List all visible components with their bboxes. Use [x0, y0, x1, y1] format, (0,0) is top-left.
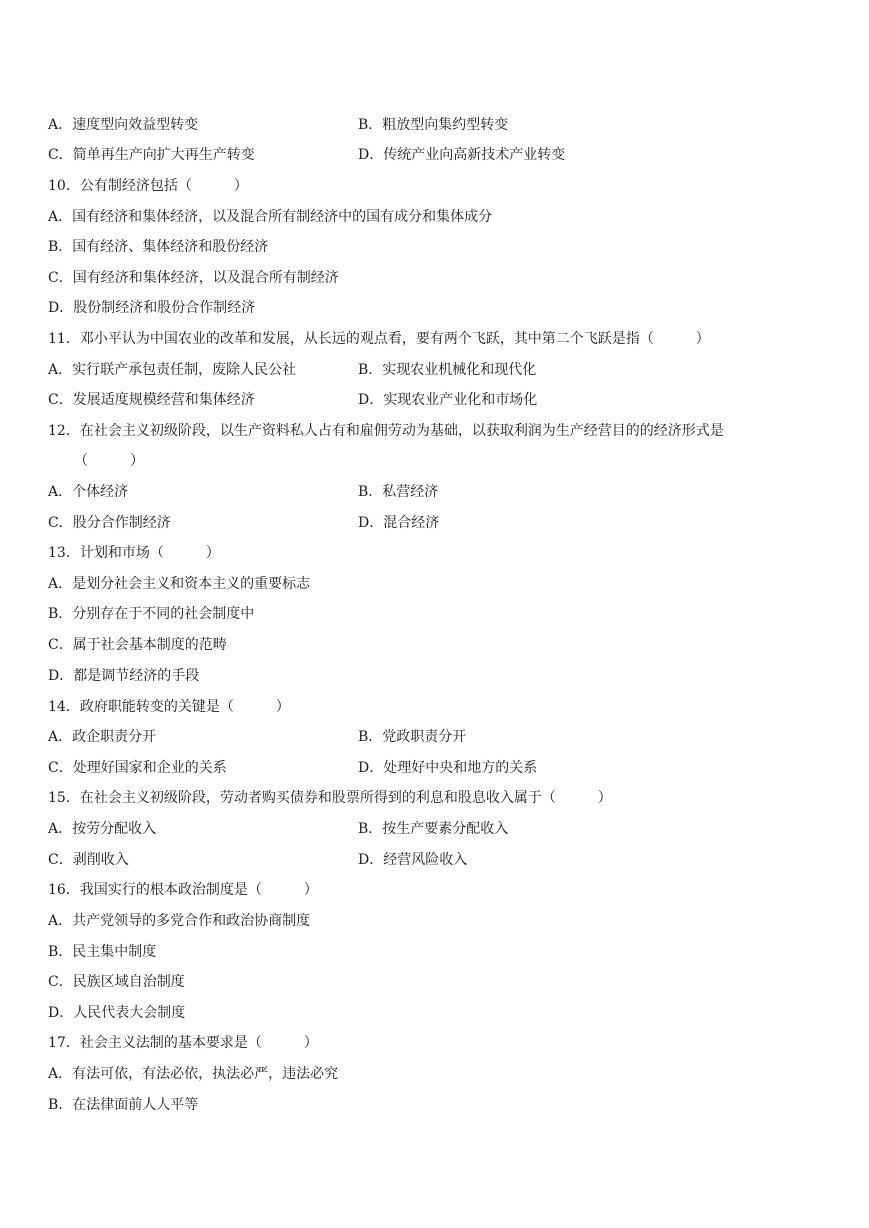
- q11-option-a: A．实行联产承包责任制，废除人民公社: [48, 362, 297, 378]
- q10-option-d: D．股份制经济和股份合作制经济: [48, 300, 256, 316]
- q15-option-b: B．按生产要素分配收入: [358, 821, 509, 837]
- question-13-stem: 13．计划和市场（ ）: [48, 545, 220, 561]
- question-10-stem: 10．公有制经济包括（ ）: [48, 178, 248, 194]
- question-12-options-row-1: [48, 482, 439, 502]
- q15-option-a: A．按劳分配收入: [48, 821, 157, 837]
- question-11-options-row-2: [48, 390, 538, 410]
- q14-option-c: C．处理好国家和企业的关系: [48, 760, 227, 776]
- q13-option-d: D．都是调节经济的手段: [48, 668, 200, 684]
- question-14-options-row-1: [48, 727, 467, 747]
- q13-option-a: A．是划分社会主义和资本主义的重要标志: [48, 576, 311, 592]
- question-12-stem: 12．在社会主义初级阶段，以生产资料私人占有和雇佣劳动为基础，以获取利润为生产经营目的的经济形式是: [48, 423, 724, 439]
- question-16-stem: 16．我国实行的根本政治制度是（ ）: [48, 882, 318, 898]
- q12-option-b: B．私营经济: [358, 484, 439, 500]
- q10-option-c: C．国有经济和集体经济，以及混合所有制经济: [48, 270, 339, 286]
- q15-option-c: C．剥削收入: [48, 852, 129, 868]
- q16-option-c: C．民族区域自治制度: [48, 974, 185, 990]
- q11-option-b: B．实现农业机械化和现代化: [358, 362, 537, 378]
- q13-option-c: C．属于社会基本制度的范畴: [48, 637, 227, 653]
- question-12-options-row-2: [48, 513, 440, 533]
- q14-option-d: D．处理好中央和地方的关系: [358, 760, 538, 776]
- q13-option-b: B．分别存在于不同的社会制度中: [48, 606, 255, 622]
- question-15-stem: 15．在社会主义初级阶段，劳动者购买债券和股票所得到的利息和股息收入属于（ ）: [48, 790, 612, 806]
- q10-option-a: A．国有经济和集体经济，以及混合所有制经济中的国有成分和集体成分: [48, 209, 493, 225]
- q16-option-d: D．人民代表大会制度: [48, 1005, 186, 1021]
- q9-option-c: C．简单再生产向扩大再生产转变: [48, 147, 255, 163]
- q14-option-a: A．政企职责分开: [48, 729, 157, 745]
- question-14-stem: 14．政府职能转变的关键是（ ）: [48, 699, 290, 715]
- q14-option-b: B．党政职责分开: [358, 729, 467, 745]
- question-9-options-row-1: [48, 115, 509, 135]
- question-12-stem-continued: （ ）: [74, 453, 144, 469]
- q9-option-b: B．粗放型向集约型转变: [358, 117, 509, 133]
- question-15-options-row-1: [48, 819, 509, 839]
- q12-option-d: D．混合经济: [358, 515, 440, 531]
- q9-option-a: A．速度型向效益型转变: [48, 117, 199, 133]
- q11-option-c: C．发展适度规模经营和集体经济: [48, 392, 255, 408]
- q11-option-d: D．实现农业产业化和市场化: [358, 392, 538, 408]
- q15-option-d: D．经营风险收入: [358, 852, 468, 868]
- question-11-options-row-1: [48, 360, 537, 380]
- question-15-options-row-2: [48, 850, 468, 870]
- q17-option-b: B．在法律面前人人平等: [48, 1097, 199, 1113]
- q16-option-b: B．民主集中制度: [48, 944, 157, 960]
- q16-option-a: A．共产党领导的多党合作和政治协商制度: [48, 913, 311, 929]
- question-17-stem: 17．社会主义法制的基本要求是（ ）: [48, 1035, 318, 1051]
- question-14-options-row-2: [48, 758, 538, 778]
- question-9-options-row-2: [48, 145, 566, 165]
- q12-option-c: C．股分合作制经济: [48, 515, 171, 531]
- q10-option-b: B．国有经济、集体经济和股份经济: [48, 239, 269, 255]
- q17-option-a: A．有法可依，有法必依，执法必严，违法必究: [48, 1066, 339, 1082]
- q9-option-d: D．传统产业向高新技术产业转变: [358, 147, 566, 163]
- q12-option-a: A．个体经济: [48, 484, 129, 500]
- question-11-stem: 11．邓小平认为中国农业的改革和发展，从长远的观点看，要有两个飞跃，其中第二个飞跃是指（ ）: [48, 331, 710, 347]
